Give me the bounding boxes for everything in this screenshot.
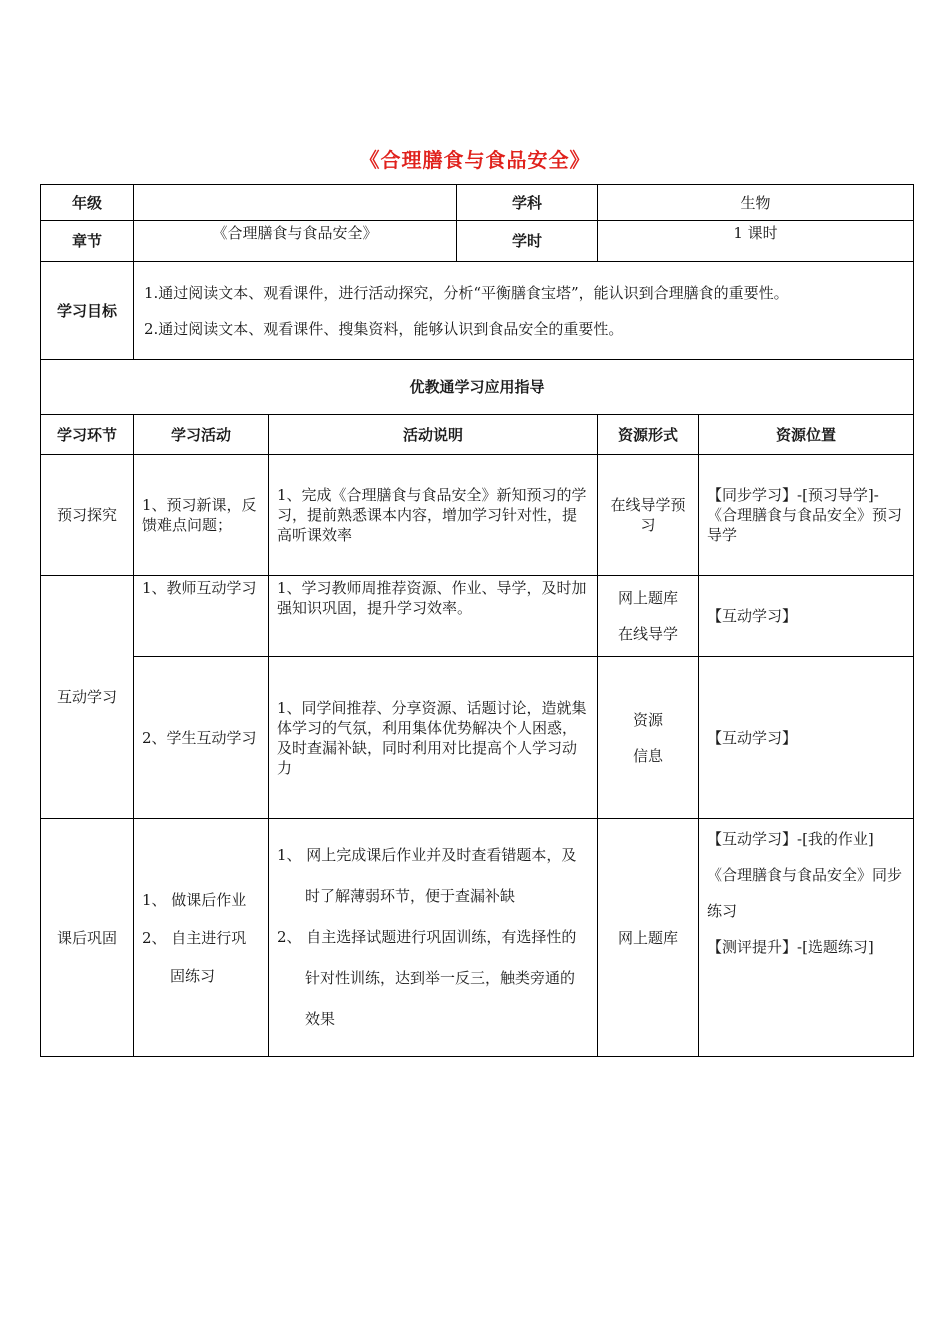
chapter-label: 章节	[41, 221, 134, 262]
chapter-value: 《合理膳食与食品安全》	[134, 221, 457, 262]
review-activity-item: 1、 做课后作业	[142, 890, 247, 909]
preview-format: 在线导学预习	[598, 455, 699, 576]
review-stage: 课后巩固	[41, 819, 134, 1057]
hours-value: 1 课时	[598, 221, 914, 262]
subject-value: 生物	[598, 185, 914, 221]
preview-activity: 1、预习新课，反馈难点问题；	[134, 455, 269, 576]
teacher-activity: 1、教师互动学习	[134, 576, 269, 657]
student-activity: 2、学生互动学习	[134, 657, 269, 819]
student-format	[598, 657, 699, 819]
grade-label: 年级	[41, 185, 134, 221]
page-title: 《合理膳食与食品安全》	[359, 148, 591, 172]
header-format: 资源形式	[598, 415, 699, 455]
teacher-row	[41, 576, 914, 657]
teacher-format	[598, 576, 699, 657]
section-title-row	[41, 360, 914, 415]
review-activity	[134, 819, 269, 1057]
review-description-item: 1、 网上完成课后作业并及时查看错题本，及时了解薄弱环节，便于查漏补缺	[277, 846, 577, 905]
teacher-description: 1、学习教师周推荐资源、作业、导学，及时加强知识巩固，提升学习效率。	[269, 576, 598, 657]
header-location: 资源位置	[699, 415, 914, 455]
preview-description: 1、完成《合理膳食与食品安全》新知预习的学习，提前熟悉课本内容，增加学习针对性，提高听课效率	[269, 455, 598, 576]
student-format-line: 信息	[632, 746, 663, 765]
student-location: 【互动学习】	[699, 657, 914, 819]
subject-label: 学科	[457, 185, 598, 221]
teacher-location: 【互动学习】	[699, 576, 914, 657]
review-row	[41, 819, 914, 1057]
review-location-line: 【互动学习】-[我的作业]	[707, 830, 874, 848]
chapter-row	[41, 221, 914, 262]
teacher-format-line: 网上题库	[617, 589, 678, 607]
interactive-stage: 互动学习	[41, 576, 134, 819]
hours-label: 学时	[457, 221, 598, 262]
student-row	[41, 657, 914, 819]
header-activity: 学习活动	[134, 415, 269, 455]
student-format-line: 资源	[632, 710, 663, 729]
review-description-item: 2、 自主选择试题进行巩固训练，有选择性的针对性训练，达到举一反三，触类旁通的效果	[277, 928, 577, 1028]
goal-item: 2.通过阅读文本、观看课件、搜集资料，能够认识到食品安全的重要性。	[144, 319, 624, 338]
preview-stage: 预习探究	[41, 455, 134, 576]
lesson-table	[40, 184, 914, 1057]
review-activity-item: 2、 自主进行巩固练习	[142, 928, 247, 985]
grade-row	[41, 185, 914, 221]
header-description: 活动说明	[269, 415, 598, 455]
preview-row	[41, 455, 914, 576]
review-location-line: 【测评提升】-[选题练习]	[707, 938, 874, 956]
preview-location: 【同步学习】-[预习导学]- 《合理膳食与食品安全》预习导学	[699, 455, 914, 576]
goal-label: 学习目标	[41, 262, 134, 360]
grade-value	[134, 185, 457, 221]
goals-row	[41, 262, 914, 360]
student-description: 1、同学间推荐、分享资源、话题讨论，造就集体学习的气氛，利用集体优势解决个人困惑，及时查漏补缺，同时利用对比提高个人学习动力	[269, 657, 598, 819]
header-stage: 学习环节	[41, 415, 134, 455]
teacher-format-line: 在线导学	[617, 625, 678, 643]
section-title: 优教通学习应用指导	[41, 360, 914, 415]
goal-item: 1.通过阅读文本、观看课件，进行活动探究，分析“平衡膳食宝塔”，能认识到合理膳食的重要性。	[144, 283, 789, 302]
header-row	[41, 415, 914, 455]
goals-cell	[134, 262, 914, 360]
review-description	[269, 819, 598, 1057]
review-location-line: 《合理膳食与食品安全》同步练习	[707, 866, 903, 920]
review-location	[699, 819, 914, 1057]
review-format: 网上题库	[598, 819, 699, 1057]
